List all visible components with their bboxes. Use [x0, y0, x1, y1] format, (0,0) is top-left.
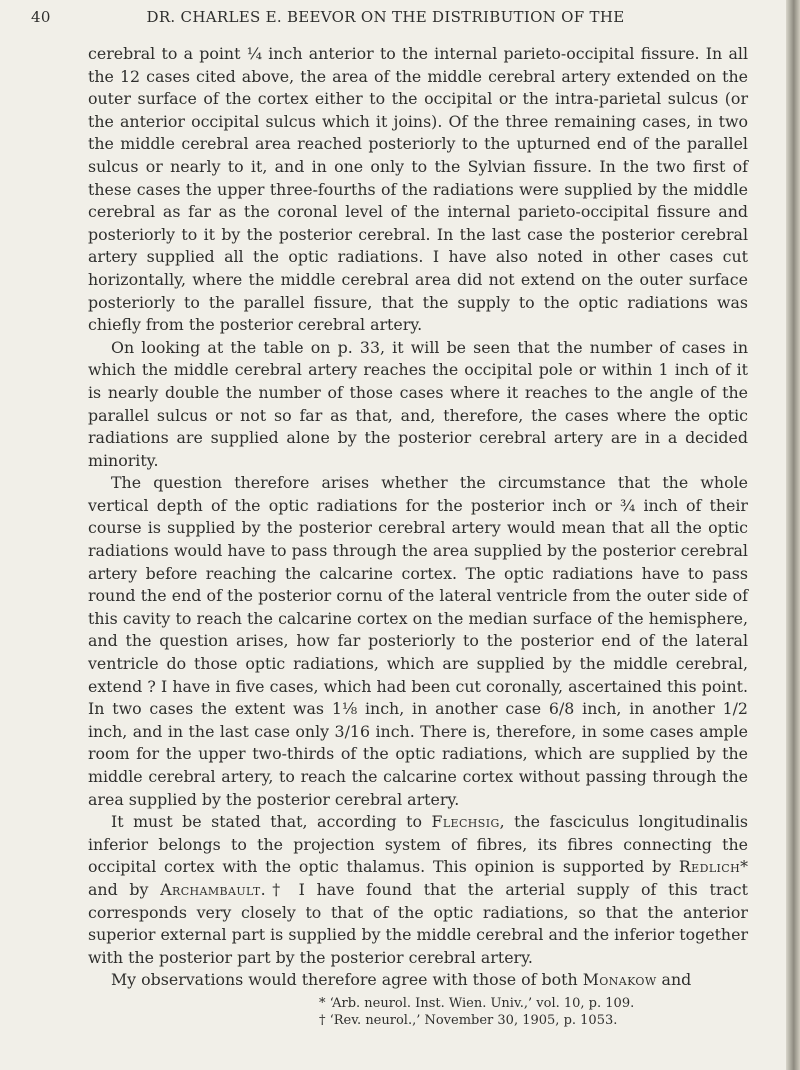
paragraph-5 — [88, 969, 748, 992]
running-header — [31, 8, 740, 30]
page-number: 40 — [31, 8, 51, 26]
author-name-archambault: Archambault — [160, 879, 261, 899]
footnote-marker-asterisk: * — [740, 857, 748, 877]
paragraph-3: The question therefore arises whether the circumstance that the whole vertical depth of the optic radiations for the posterior inch or ¾ inch of their course is supplied by the posterior cerebral artery would mean that all the optic radiations would have to pass through the area supplied by the posterior cerebral artery before reaching the calcarine cortex. The optic radiations have to pass round the end of the posterior cornu of the lateral ventricle from the outer side of this cavity to reach the calcarine cortex on the median surface of the hemisphere, and the question arises, how far posteriorly to the posterior end of the lateral ventricle do those optic radiations, which are supplied by the middle cerebral, extend ? I have in five cases, which had been cut coronally, ascertained this point. In two cases the extent was 1⅛ inch, in another case 6/8 inch, in another 1/2 inch, and in the last case only 3/16 inch. There is, therefore, in some cases ample room for the upper two-thirds of the optic radiations, which are supplied by the middle cerebral artery, to reach the calcarine cortex without passing through the area supplied by the posterior cerebral artery. — [88, 473, 748, 809]
paragraph-5-text-a: My observations would therefore agree with those of both — [111, 970, 583, 990]
paragraph-5-text-b: and — [656, 970, 692, 990]
paragraph-4-text-a: It must be stated that, according to — [111, 812, 432, 832]
book-spine-edge — [786, 0, 800, 1070]
paragraph-4-text-d: I have found that the arterial supply of this tract corresponds very closely to that of the optic radiations, so that the anterior superior external part is supplied by the middle cerebral and the inferior together with the posterior part by the posterior cerebral artery. — [88, 879, 748, 967]
paragraph-4-text-c: and by — [88, 879, 161, 899]
author-name-flechsig: Flechsig — [431, 812, 500, 832]
footnote-2: † ‘Rev. neurol.,’ November 30, 1905, p. 1053. — [319, 1013, 618, 1028]
paragraph-4-text-b: , the fasciculus longitudinalis inferior belongs to the projection system of fibres, its fibres connecting the occipital cortex with the optic thalamus. This opinion is supported by — [88, 812, 748, 877]
paragraph-2: On looking at the table on p. 33, it will be seen that the number of cases in which the middle cerebral artery reaches the occipital pole or within 1 inch of it is nearly double the number of those cases where it reaches to the angle of the parallel sulcus or not so far as that, and, therefore, the cases where the optic radiations are supplied alone by the posterior cerebral artery are in a decided minority. — [88, 337, 748, 470]
footnote-marker-dagger: .† — [260, 879, 287, 899]
paragraph-4 — [88, 811, 748, 969]
article-body — [88, 43, 748, 992]
footnotes — [88, 995, 748, 1029]
author-name-monakow: Monakow — [582, 970, 657, 990]
footnote-1: * ‘Arb. neurol. Inst. Wien. Univ.,’ vol. 10, p. 109. — [319, 996, 635, 1011]
paragraph-1: cerebral to a point ¼ inch anterior to the internal parieto-occipital fissure. In all the 12 cases cited above, the area of the middle cerebral artery extended on the outer surface of the cortex either to the occipital or the intra-parietal sulcus (or the anterior occipital sulcus which it joins). Of the three remaining cases, in two the middle cerebral area reached posteriorly to the upturned end of the parallel sulcus or nearly to it, and in one only to the Sylvian fissure. In the two first of these cases the upper three-fourths of the radiations were supplied by the middle cerebral as far as the coronal level of the internal parieto-occipital fissure and posteriorly to it by the posterior cerebral. In the last case the posterior cerebral artery supplied all the optic radiations. I have also noted in other cases cut horizontally, where the middle cerebral area did not extend on the outer surface posteriorly to the parallel fissure, that the supply to the optic radiations was chiefly from the posterior cerebral artery. — [88, 44, 748, 335]
author-name-redlich: Redlich — [678, 857, 741, 877]
running-title: DR. CHARLES E. BEEVOR ON THE DISTRIBUTION OF THE — [146, 8, 625, 26]
